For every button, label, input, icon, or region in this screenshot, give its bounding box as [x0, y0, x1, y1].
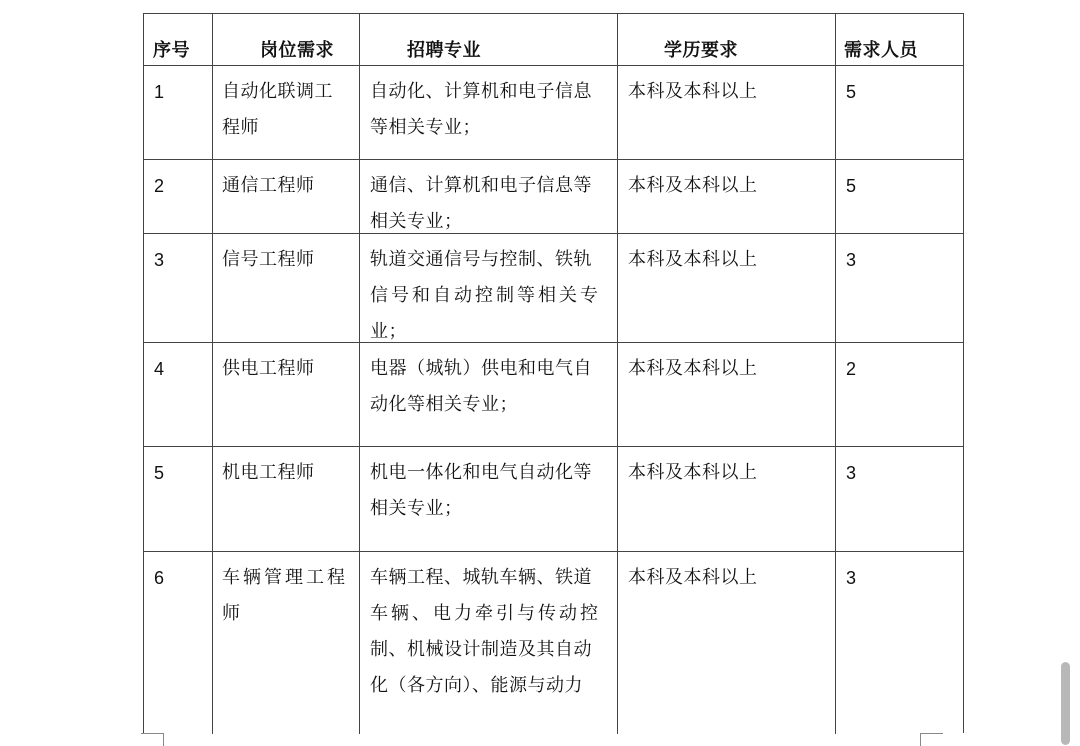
row-position-line: 程师 — [222, 117, 259, 138]
header-position: 岗位需求 — [213, 14, 360, 65]
row-number: 2 — [144, 160, 213, 233]
page-corner-mark-left — [141, 733, 164, 746]
row-major-line: 业； — [370, 321, 407, 342]
row-major-line: 动化等相关专业； — [370, 394, 518, 415]
row-number: 1 — [144, 66, 213, 159]
row-headcount: 5 — [846, 176, 857, 196]
row-major-line: 车辆工程、城轨车辆、铁道 — [370, 567, 592, 588]
row-major — [360, 66, 618, 159]
row-major-line: 化（各方向）、能源与动力 — [370, 675, 583, 696]
row-position — [213, 160, 360, 233]
page-corner-mark-right — [920, 733, 943, 746]
row-major — [360, 552, 618, 734]
row-major-line: 信号和自动控制等相关专 — [370, 285, 601, 306]
row-position — [213, 447, 360, 551]
table-row — [144, 66, 963, 160]
row-major — [360, 160, 618, 233]
recruitment-table — [143, 13, 964, 733]
row-position-line: 机电工程师 — [222, 462, 315, 483]
row-position-line: 师 — [222, 603, 241, 624]
row-education: 本科及本科以上 — [618, 343, 836, 446]
row-major-line: 通信、计算机和电子信息等 — [370, 175, 592, 196]
row-education: 本科及本科以上 — [618, 234, 836, 342]
row-education: 本科及本科以上 — [618, 66, 836, 159]
row-major-line: 电器（城轨）供电和电气自 — [370, 358, 592, 379]
row-education: 本科及本科以上 — [618, 160, 836, 233]
row-major-line: 轨道交通信号与控制、铁轨 — [370, 249, 592, 270]
row-headcount: 3 — [846, 250, 857, 270]
row-position — [213, 343, 360, 446]
row-position — [213, 66, 360, 159]
row-position-line: 供电工程师 — [222, 358, 315, 379]
row-major — [360, 343, 618, 446]
row-position-line: 车辆管理工程 — [222, 567, 348, 588]
row-major-line: 相关专业； — [370, 211, 463, 232]
table-row — [144, 552, 963, 734]
table-row — [144, 234, 963, 343]
row-major-line: 制、机械设计制造及其自动 — [370, 639, 592, 660]
header-major: 招聘专业 — [360, 14, 618, 65]
row-position — [213, 234, 360, 342]
row-major-line: 车辆、电力牵引与传动控 — [370, 603, 601, 624]
row-major-line: 相关专业； — [370, 498, 463, 519]
row-headcount: 3 — [846, 463, 857, 483]
row-position-line: 信号工程师 — [222, 249, 315, 270]
table-row — [144, 160, 963, 234]
table-header-row — [144, 14, 963, 66]
header-number: 序号 — [144, 14, 213, 65]
header-headcount: 需求人员 — [844, 40, 918, 61]
row-position — [213, 552, 360, 734]
row-number: 4 — [144, 343, 213, 446]
row-major-line: 自动化、计算机和电子信息 — [370, 81, 592, 102]
row-position-line: 自动化联调工 — [222, 81, 333, 102]
row-major — [360, 447, 618, 551]
row-major-line: 机电一体化和电气自动化等 — [370, 462, 592, 483]
row-education: 本科及本科以上 — [618, 447, 836, 551]
row-education: 本科及本科以上 — [618, 552, 836, 734]
row-major — [360, 234, 618, 342]
row-headcount: 2 — [846, 359, 857, 379]
row-position-line: 通信工程师 — [222, 175, 315, 196]
row-number: 3 — [144, 234, 213, 342]
table-row — [144, 343, 963, 447]
vertical-scrollbar[interactable] — [1061, 662, 1070, 745]
row-headcount: 3 — [846, 568, 857, 588]
row-number: 6 — [144, 552, 213, 734]
row-number: 5 — [144, 447, 213, 551]
row-major-line: 等相关专业； — [370, 117, 481, 138]
table-row — [144, 447, 963, 552]
header-education: 学历要求 — [618, 14, 836, 65]
row-headcount: 5 — [846, 82, 857, 102]
